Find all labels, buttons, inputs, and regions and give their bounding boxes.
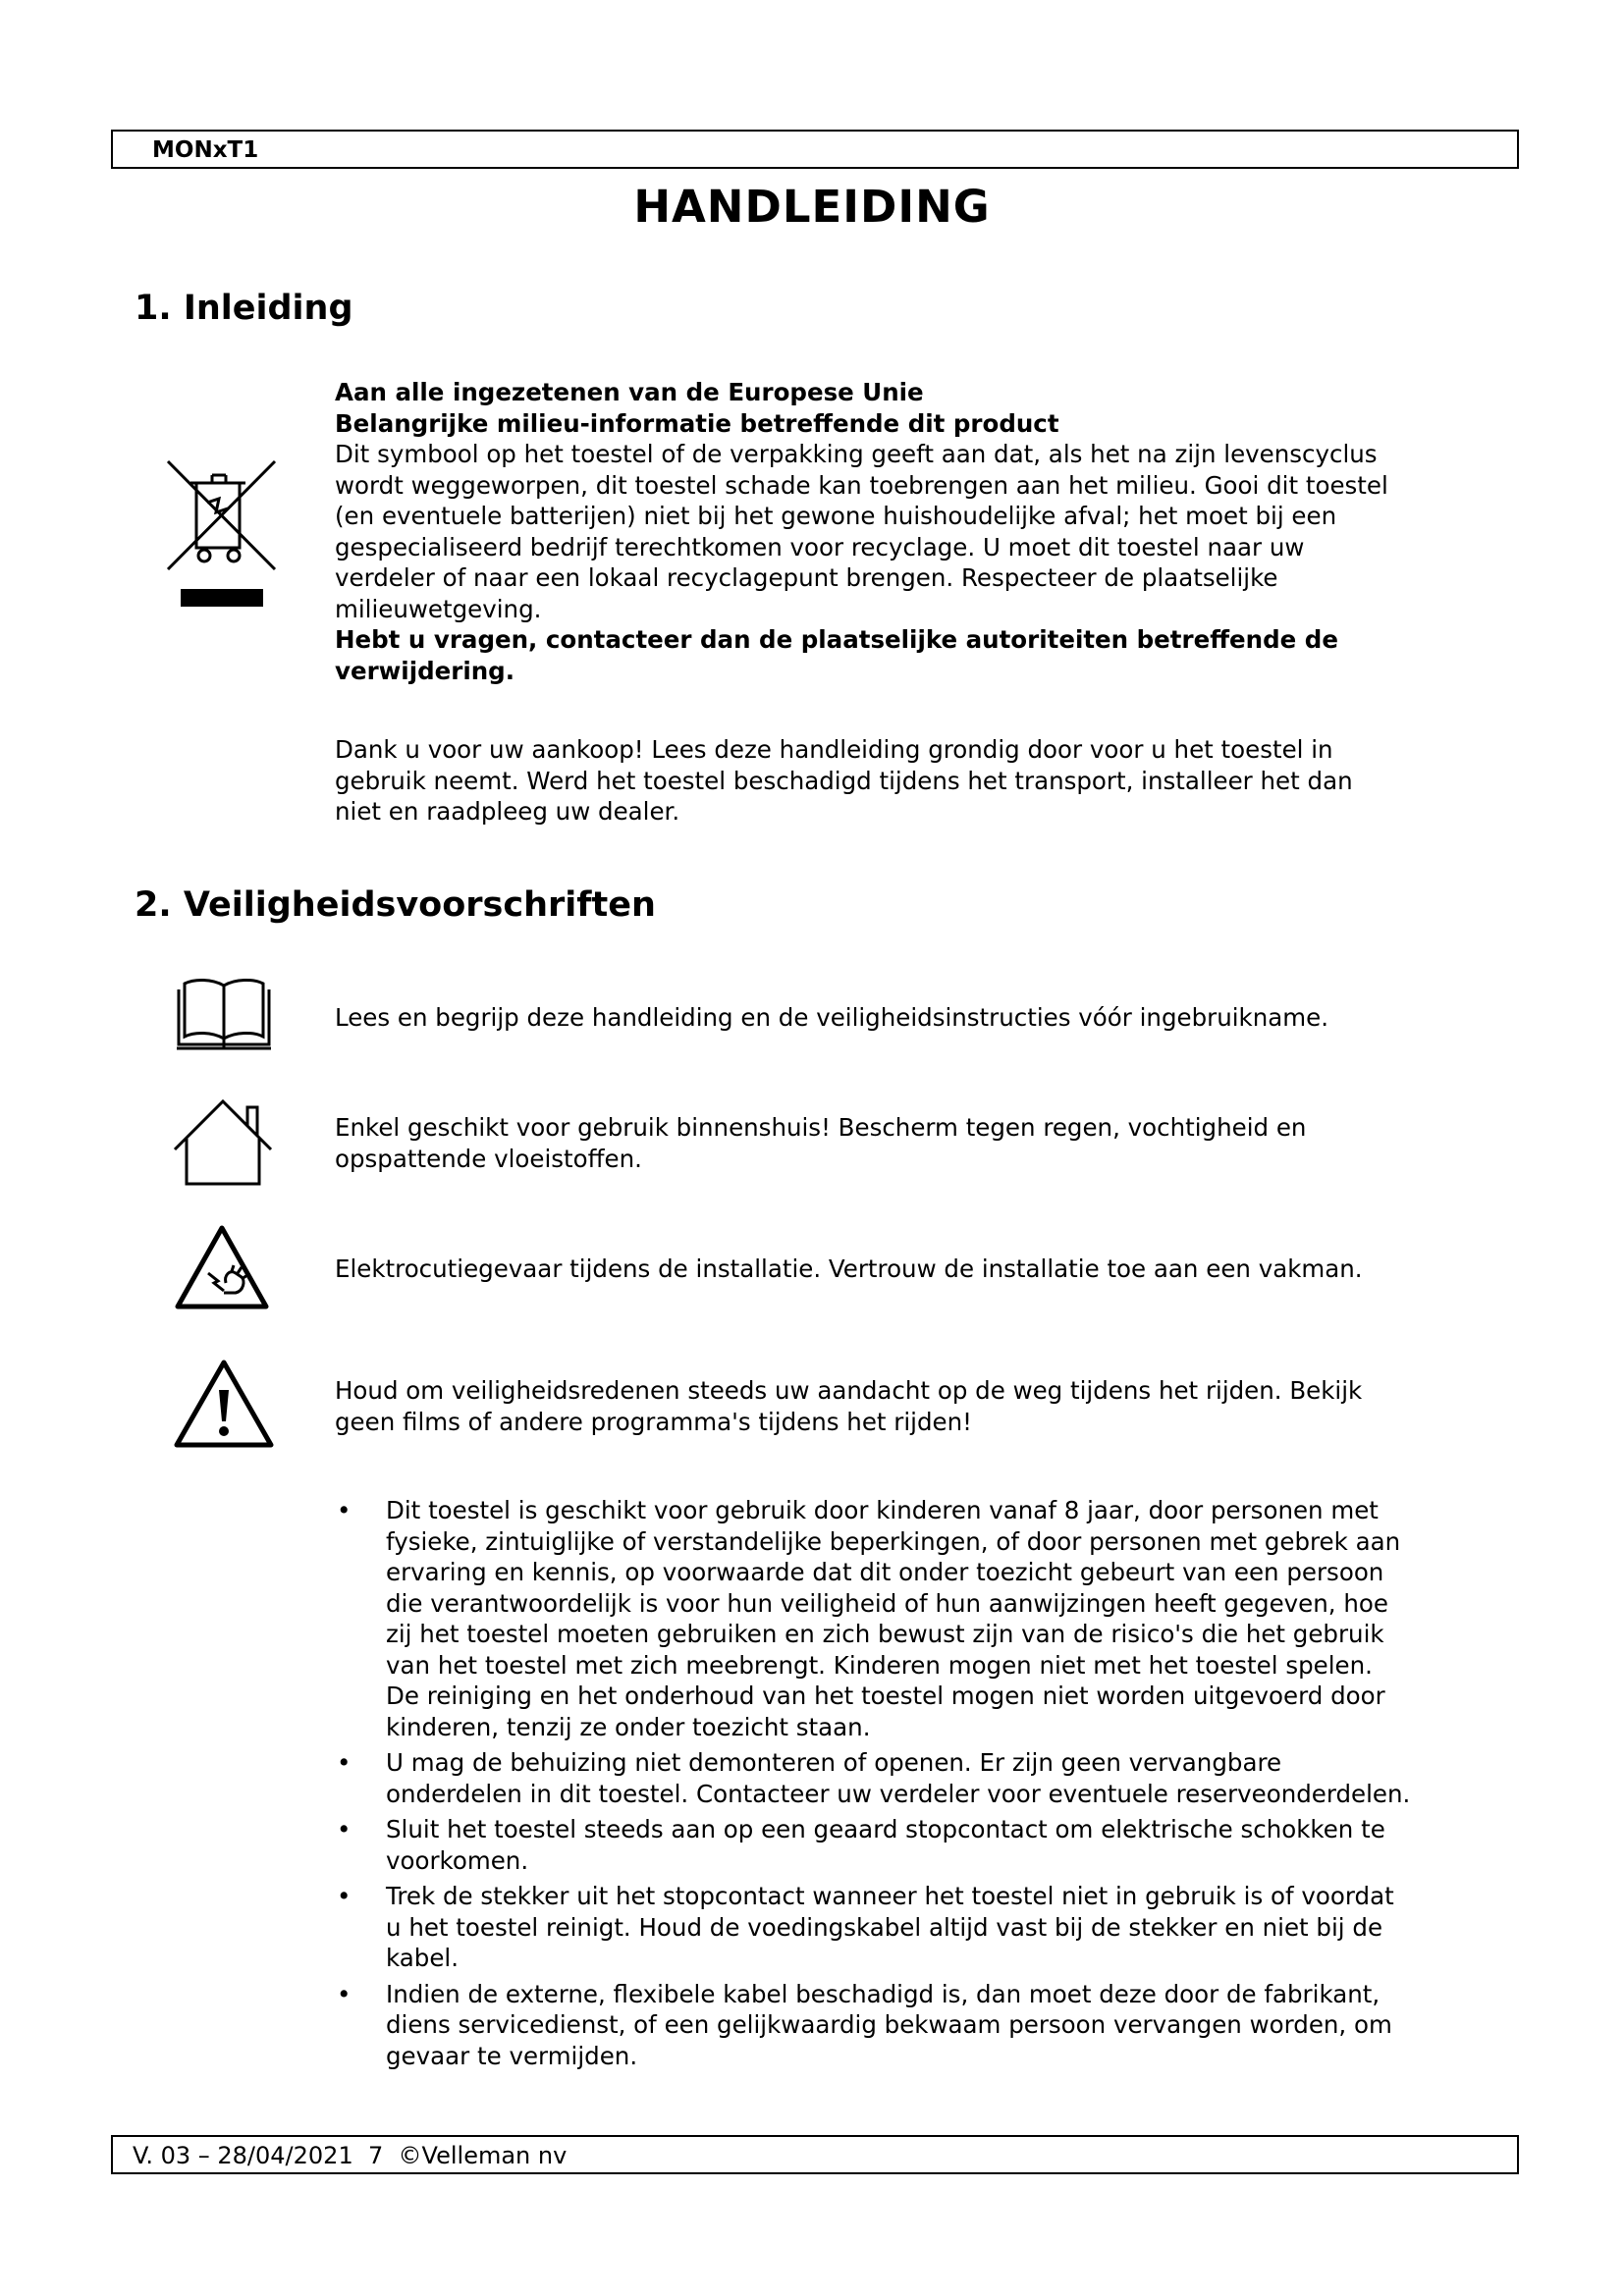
- footer-text: [133, 2142, 567, 2169]
- weee-heading-eu: Aan alle ingezetenen van de Europese Unie: [335, 378, 924, 406]
- list-item: [335, 1747, 1484, 1809]
- text-line: Elektrocutiegevaar tijdens de installatie. Vertrouw de installatie toe aan een vakman.: [335, 1255, 1363, 1283]
- list-item: [335, 1881, 1484, 1974]
- list-item-line: die verantwoordelijk is voor hun veiligheid of hun aanwijzingen heeft gegeven, hoe: [386, 1588, 1388, 1618]
- safety-item-road: [335, 1375, 1484, 1437]
- text-line: Dank u voor uw aankoop! Lees deze handleiding grondig door voor u het toestel in: [335, 735, 1333, 764]
- list-item-line: van het toestel met zich meebrengt. Kinderen mogen niet met het toestel spelen.: [386, 1650, 1373, 1680]
- list-item-line: zij het toestel moeten gebruiken en zich bewust zijn van de risico's die het gebruik: [386, 1620, 1384, 1648]
- text-line: Enkel geschikt voor gebruik binnenshuis! Bescherm tegen regen, vochtigheid en: [335, 1113, 1307, 1142]
- house-icon: [171, 1095, 275, 1188]
- bullet-dot: •: [337, 1882, 352, 1910]
- safety-item-electrocution: [335, 1254, 1484, 1285]
- weee-questions: [335, 624, 1484, 686]
- list-item-line: kinderen, tenzij ze onder toezicht staan.: [386, 1712, 871, 1741]
- bullet-dot: •: [337, 1979, 352, 2008]
- text-line: gebruik neemt. Werd het toestel beschadigd tijdens het transport, installeer het dan: [335, 766, 1353, 795]
- book-icon: [173, 974, 275, 1052]
- section-heading-inleiding: 1. Inleiding: [135, 289, 353, 328]
- list-item-line: De reiniging en het onderhoud van het toestel mogen niet worden uitgevoerd door: [386, 1682, 1385, 1710]
- footer-copyright: ©Velleman nv: [398, 2142, 568, 2169]
- list-item-line: kabel.: [386, 1944, 459, 1972]
- text-line: opspattende vloeistoffen.: [335, 1144, 642, 1173]
- text-line: wordt weggeworpen, dit toestel schade kan toebrengen aan het milieu. Gooi dit toestel: [335, 470, 1388, 500]
- list-item-line: U mag de behuizing niet demonteren of openen. Er zijn geen vervangbare: [386, 1748, 1282, 1777]
- list-item-line: u het toestel reinigt. Houd de voedingskabel altijd vast bij de stekker en niet bij de: [386, 1912, 1383, 1942]
- text-line: verdeler of naar een lokaal recyclagepunt brengen. Respecteer de plaatselijke: [335, 563, 1278, 592]
- text-line: Houd om veiligheidsredenen steeds uw aandacht op de weg tijdens het rijden. Bekijk: [335, 1376, 1363, 1405]
- footer-box: [111, 2135, 1519, 2174]
- bullet-dot: •: [337, 1496, 352, 1524]
- weee-crossed-bin-icon: [165, 454, 278, 613]
- footer-version: V. 03 – 28/04/2021: [133, 2142, 353, 2169]
- text-line: Lees en begrijp deze handleiding en de veiligheidsinstructies vóór ingebruikname.: [335, 1003, 1328, 1032]
- text-line: niet en raadpleeg uw dealer.: [335, 797, 680, 826]
- safety-bullet-list: [335, 1495, 1484, 2076]
- text-line: geen films of andere programma's tijdens het rijden!: [335, 1407, 972, 1436]
- header-box: [111, 130, 1519, 169]
- weee-heading-environment: Belangrijke milieu-informatie betreffende dit product: [335, 408, 1059, 438]
- text-line: (en eventuele batterijen) niet bij het gewone huishoudelijke afval; het moet bij een: [335, 502, 1337, 530]
- footer-page-number: 7: [367, 2142, 384, 2169]
- text-line: gespecialiseerd bedrijf terechtkomen voor recyclage. U moet dit toestel naar uw: [335, 532, 1305, 561]
- text-line: Dit symbool op het toestel of de verpakking geeft aan dat, als het na zijn levenscyclus: [335, 440, 1378, 468]
- list-item-line: Sluit het toestel steeds aan op een geaard stopcontact om elektrische schokken te: [386, 1815, 1385, 1843]
- safety-item-house: [335, 1112, 1484, 1174]
- text-line: milieuwetgeving.: [335, 594, 542, 623]
- exclamation-warning-icon: [171, 1357, 277, 1451]
- weee-paragraph: [335, 439, 1484, 624]
- section-heading-veiligheid: 2. Veiligheidsvoorschriften: [135, 885, 656, 925]
- list-item-line: fysieke, zintuiglijke of verstandelijke beperkingen, of door personen met gebrek aan: [386, 1526, 1401, 1556]
- text-line: verwijdering.: [335, 656, 515, 685]
- list-item-line: Trek de stekker uit het stopcontact wanneer het toestel niet in gebruik is of voordat: [386, 1882, 1394, 1910]
- list-item-line: onderdelen in dit toestel. Contacteer uw verdeler voor eventuele reserveonderdelen.: [386, 1779, 1411, 1808]
- bullet-dot: •: [337, 1748, 352, 1777]
- list-item-line: gevaar te vermijden.: [386, 2041, 638, 2070]
- thanks-paragraph: [335, 734, 1484, 828]
- list-item: [335, 1979, 1484, 2072]
- list-item-line: ervaring en kennis, op voorwaarde dat dit onder toezicht gebeurt van een persoon: [386, 1558, 1384, 1586]
- list-item-line: Indien de externe, flexibele kabel beschadigd is, dan moet deze door de fabrikant,: [386, 1979, 1380, 2008]
- electrocution-warning-icon: [173, 1222, 271, 1312]
- model-label: MONxT1: [152, 137, 259, 163]
- safety-item-book: [335, 1002, 1484, 1034]
- list-item: [335, 1814, 1484, 1876]
- list-item-line: diens servicedienst, of een gelijkwaardig bekwaam persoon vervangen worden, om: [386, 2010, 1392, 2039]
- text-line: Hebt u vragen, contacteer dan de plaatselijke autoriteiten betreffende de: [335, 625, 1338, 654]
- list-item-line: Dit toestel is geschikt voor gebruik door kinderen vanaf 8 jaar, door personen met: [386, 1496, 1379, 1524]
- list-item: [335, 1495, 1484, 1742]
- bullet-dot: •: [337, 1815, 352, 1843]
- list-item-line: voorkomen.: [386, 1845, 529, 1875]
- page-title: HANDLEIDING: [633, 181, 991, 233]
- weee-notice: [335, 377, 1484, 686]
